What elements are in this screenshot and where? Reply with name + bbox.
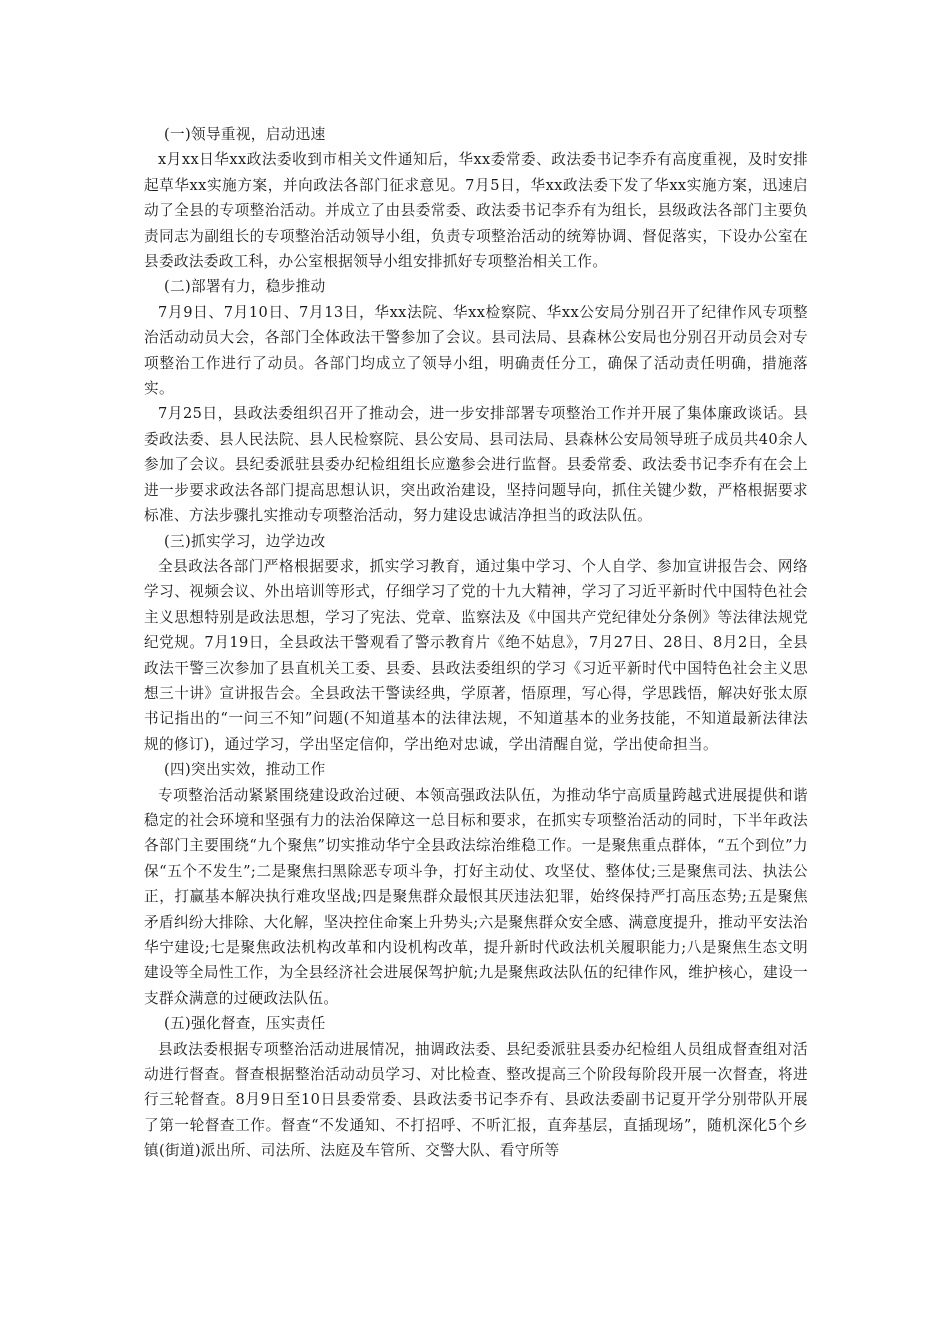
section-heading: (五)强化督查，压实责任 (164, 1015, 326, 1033)
section-heading: (一)领导重视，启动迅速 (164, 126, 326, 143)
paragraph: x月xx日华xx政法委收到市相关文件通知后，华xx委常委、政法委书记李乔有高度重视，及时安排起草华xx实施方案，并向政法各部门征求意见。7月5日，华xx政法委下发了华xx实施方案，迅速启动了全县的专项整治活动。并成立了由县委常委、政法委书记李乔有为组长，县级政法各部门主要负责同志为副组长的专项整治活动领导小组，负责专项整治活动的统筹协调、督促落实，下设办公室在县委政法委政工科，办公室根据领导小组安排抓好专项整治相关工作。 (144, 151, 808, 271)
paragraph: 全县政法各部门严格根据要求，抓实学习教育，通过集中学习、个人自学、参加宣讲报告会、网络学习、视频会议、外出培训等形式，仔细学习了党的十九大精神，学习了习近平新时代中国特色社会主义思想特别是政法思想，学习了宪法、党章、监察法及《中国共产党纪律处分条例》等法律法规党纪党规。7月19日，全县政法干警观看了警示教育片《绝不姑息》，7月27日、28日、8月2日，全县政法干警三次参加了县直机关工委、县委、县政法委组织的学习《习近平新时代中国特色社会主义思想三十讲》宣讲报告会。全县政法干警读经典，学原著，悟原理，写心得，学思践悟，解决好张太原书记指出的“一问三不知”问题(不知道基本的法律法规，不知道基本的业务技能，不知道最新法律法规的修订)，通过学习，学出坚定信仰，学出绝对忠诚，学出清醒自觉，学出使命担当。 (144, 557, 808, 753)
paragraph: 县政法委根据专项整治活动进展情况，抽调政法委、县纪委派驻县委办纪检组人员组成督查组对活动进行督查。督查根据整治活动动员学习、对比检查、整改提高三个阶段每阶段开展一次督查，将进行三轮督查。8月9日至10日县委常委、县政法委书记李乔有、县政法委副书记夏开学分别带队开展了第一轮督查工作。督查“不发通知、不打招呼、不听汇报，直奔基层，直插现场”，随机深化5个乡镇(街道)派出所、司法所、法庭及车管所、交警大队、看守所等 (144, 1040, 808, 1160)
section-heading: (三)抓实学习，边学边改 (164, 532, 326, 550)
paragraph: 7月9日、7月10日、7月13日，华xx法院、华xx检察院、华xx公安局分别召开了纪律作风专项整治活动动员大会，各部门全体政法干警参加了会议。县司法局、县森林公安局也分别召开动员会对专项整治工作进行了动员。各部门均成立了领导小组，明确责任分工，确保了活动责任明确，措施落实。 (144, 303, 808, 398)
section-heading: (四)突出实效，推动工作 (164, 761, 326, 779)
paragraph: 专项整治活动紧紧围绕建设政治过硬、本领高强政法队伍，为推动华宁高质量跨越式进展提供和谐稳定的社会环境和坚强有力的法治保障这一总目标和要求，在抓实专项整治活动的同时，下半年政法各部门主要围绕“九个聚焦”切实推动华宁全县政法综治维稳工作。一是聚焦重点群体，“五个到位”力保“五个不发生”;二是聚焦扫黑除恶专项斗争，打好主动仗、攻坚仗、整体仗;三是聚焦司法、执法公正，打赢基本解决执行难攻坚战;四是聚焦群众最恨其厌违法犯罪，始终保持严打高压态势;五是聚焦矛盾纠纷大排除、大化解，坚决控住命案上升势头;六是聚焦群众安全感、满意度提升，推动平安法治华宁建设;七是聚焦政法机构改革和内设机构改革，提升新时代政法机关履职能力;八是聚焦生态文明建设等全局性工作，为全县经济社会进展保驾护航;九是聚焦政法队伍的纪律作风，维护核心，建设一支群众满意的过硬政法队伍。 (144, 786, 808, 1007)
section-heading: (二)部署有力，稳步推动 (164, 278, 326, 296)
paragraph: 7月25日，县政法委组织召开了推动会，进一步安排部署专项整治工作并开展了集体廉政谈话。县委政法委、县人民法院、县人民检察院、县公安局、县司法局、县森林公安局领导班子成员共40余人参加了会议。县纪委派驻县委办纪检组组长应邀参会进行监督。县委常委、政法委书记李乔有在会上进一步要求政法各部门提高思想认识，突出政治建设，坚持问题导向，抓住关键少数，严格根据要求标准、方法步骤扎实推动专项整治活动，努力建设忠诚洁净担当的政法队伍。 (144, 405, 808, 525)
document-body (144, 122, 808, 1164)
